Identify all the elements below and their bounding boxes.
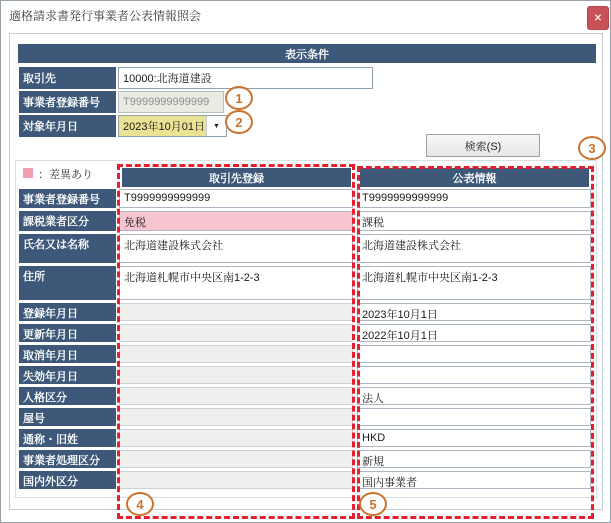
registration-number-field-label: 事業者登録番号 bbox=[19, 91, 116, 113]
partner-registration-cell bbox=[119, 408, 353, 426]
partner-registration-cell bbox=[119, 345, 353, 363]
table-row bbox=[19, 471, 593, 489]
row-label: 更新年月日 bbox=[19, 324, 116, 342]
row-label: 事業者登録番号 bbox=[19, 189, 116, 208]
search-button[interactable]: 検索(S) bbox=[426, 134, 540, 157]
comparison-table bbox=[19, 189, 593, 492]
row-label: 事業者処理区分 bbox=[19, 450, 116, 468]
annotation-circle-4: 4 bbox=[126, 492, 154, 516]
partner-registration-cell bbox=[119, 303, 353, 321]
annotation-circle-3: 3 bbox=[578, 136, 606, 160]
public-info-cell bbox=[357, 408, 591, 426]
registration-number-input[interactable] bbox=[118, 91, 224, 113]
partner-registration-cell bbox=[119, 429, 353, 447]
table-row bbox=[19, 429, 593, 447]
close-icon: ✕ bbox=[593, 12, 603, 24]
table-row bbox=[19, 450, 593, 468]
public-info-cell: 法人 bbox=[357, 387, 591, 405]
table-row bbox=[19, 211, 593, 231]
table-row bbox=[19, 324, 593, 342]
public-info-cell bbox=[357, 345, 591, 363]
partner-registration-cell: 北海道札幌市中央区南1-2-3 bbox=[119, 266, 353, 300]
dropdown-arrow-icon[interactable]: ▼ bbox=[206, 116, 226, 136]
public-info-cell: 課税 bbox=[357, 211, 591, 231]
target-date-field-label: 対象年月日 bbox=[19, 115, 116, 137]
partner-registration-cell bbox=[119, 324, 353, 342]
table-row bbox=[19, 189, 593, 208]
row-label: 通称・旧姓 bbox=[19, 429, 116, 447]
public-info-cell: 北海道建設株式会社 bbox=[357, 234, 591, 263]
row-label: 人格区分 bbox=[19, 387, 116, 405]
row-label: 課税業者区分 bbox=[19, 211, 116, 231]
column-header-public-info: 公表情報 bbox=[360, 168, 589, 187]
close-button[interactable] bbox=[587, 6, 609, 30]
partner-registration-cell bbox=[119, 471, 353, 489]
conditions-header: 表示条件 bbox=[18, 44, 596, 63]
table-row bbox=[19, 234, 593, 263]
partner-registration-cell bbox=[119, 450, 353, 468]
partner-registration-cell: T9999999999999 bbox=[119, 189, 353, 208]
window-title: 適格請求書発行事業者公表情報照会 bbox=[9, 9, 202, 23]
annotation-circle-2: 2 bbox=[225, 110, 253, 134]
row-label: 屋号 bbox=[19, 408, 116, 426]
public-info-cell: 新規 bbox=[357, 450, 591, 468]
partner-input[interactable] bbox=[118, 67, 373, 89]
table-row bbox=[19, 387, 593, 405]
row-label: 取消年月日 bbox=[19, 345, 116, 363]
public-info-cell: 北海道札幌市中央区南1-2-3 bbox=[357, 266, 591, 300]
public-info-cell: T9999999999999 bbox=[357, 189, 591, 208]
table-row bbox=[19, 266, 593, 300]
table-row bbox=[19, 408, 593, 426]
public-info-cell: 国内事業者 bbox=[357, 471, 591, 489]
column-header-partner-registration: 取引先登録 bbox=[122, 168, 351, 187]
partner-registration-cell bbox=[119, 387, 353, 405]
row-label: 氏名又は名称 bbox=[19, 234, 116, 263]
public-info-cell bbox=[357, 366, 591, 384]
table-row bbox=[19, 345, 593, 363]
partner-registration-cell: 免税 bbox=[119, 211, 353, 231]
partner-registration-cell bbox=[119, 366, 353, 384]
partner-field-label: 取引先 bbox=[19, 67, 116, 89]
public-info-cell: 2023年10月1日 bbox=[357, 303, 591, 321]
annotation-circle-5: 5 bbox=[359, 492, 387, 516]
target-date-value: 2023年10月01日 bbox=[119, 116, 206, 136]
row-label: 住所 bbox=[19, 266, 116, 300]
annotation-circle-1: 1 bbox=[225, 86, 253, 110]
diff-legend-label: ：差異あり bbox=[38, 169, 93, 181]
row-label: 国内外区分 bbox=[19, 471, 116, 489]
public-info-cell: 2022年10月1日 bbox=[357, 324, 591, 342]
row-label: 失効年月日 bbox=[19, 366, 116, 384]
partner-registration-cell: 北海道建設株式会社 bbox=[119, 234, 353, 263]
table-row bbox=[19, 366, 593, 384]
table-row bbox=[19, 303, 593, 321]
public-info-cell: HKD bbox=[357, 429, 591, 447]
row-label: 登録年月日 bbox=[19, 303, 116, 321]
diff-legend-swatch bbox=[23, 168, 33, 178]
target-date-dropdown[interactable] bbox=[118, 115, 227, 137]
